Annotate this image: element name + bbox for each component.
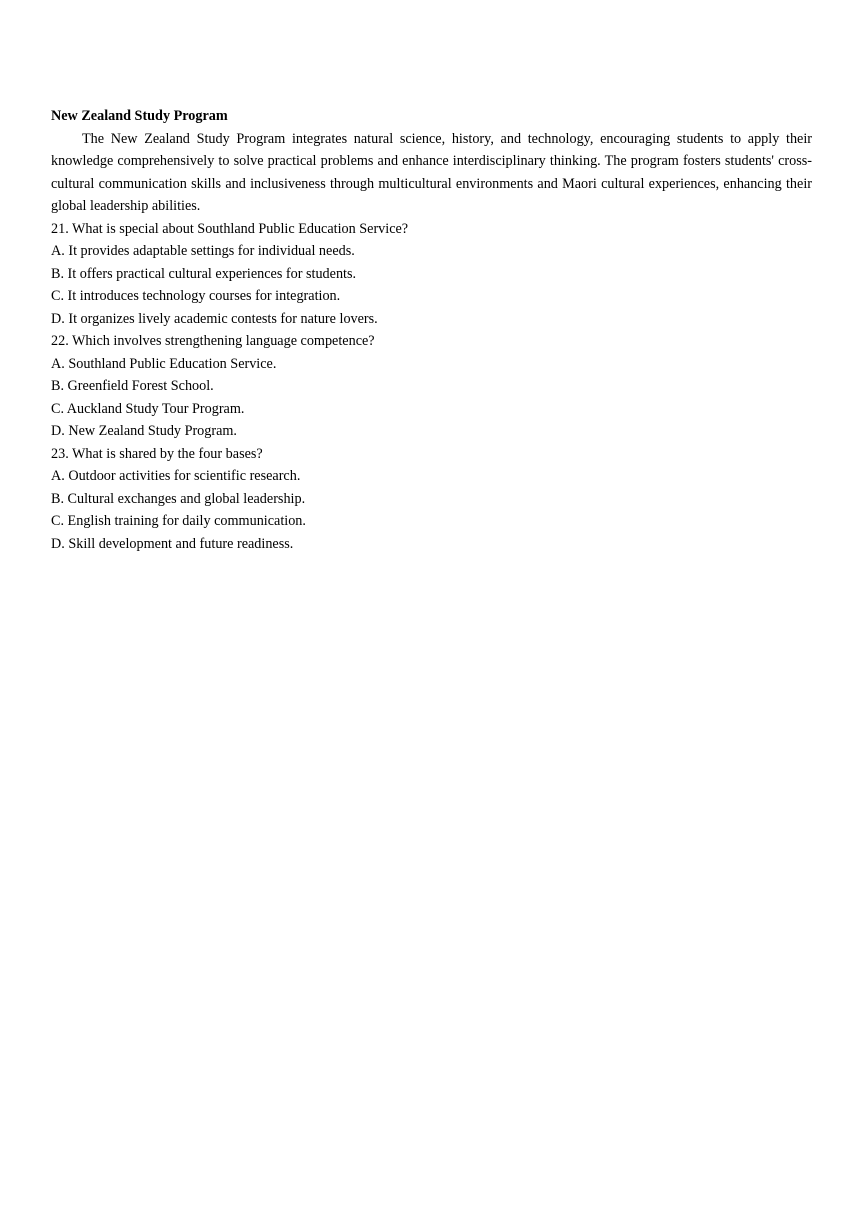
answer-option: B. Greenfield Forest School. <box>51 378 214 394</box>
answer-option: D. New Zealand Study Program. <box>51 423 237 439</box>
answer-option: B. Cultural exchanges and global leadership. <box>51 490 306 507</box>
answer-option: C. It introduces technology courses for integration. <box>51 288 341 304</box>
answer-option: A. Southland Public Education Service. <box>51 355 277 372</box>
answer-option: D. It organizes lively academic contests for nature lovers. <box>51 310 378 327</box>
question-stem: 22. Which involves strengthening language competence? <box>51 333 375 349</box>
answer-option: A. Outdoor activities for scientific research. <box>51 468 301 484</box>
question-stem: 23. What is shared by the four bases? <box>51 445 263 462</box>
question-23 <box>51 443 812 556</box>
question-22 <box>51 330 812 443</box>
section-heading: New Zealand Study Program <box>51 108 228 124</box>
intro-paragraph: The New Zealand Study Program integrates natural science, history, and technology, encouraging students to apply their knowledge comprehensively to solve practical problems and enhance interdisciplinary thinking. The program fosters students' cross-cultural communication skills and inclusiveness through multicultural environments and Maori cultural experiences, enhancing their global leadership abilities. <box>51 130 812 214</box>
answer-option: D. Skill development and future readiness. <box>51 535 294 552</box>
document-body <box>51 105 812 555</box>
question-21 <box>51 218 812 331</box>
answer-option: C. Auckland Study Tour Program. <box>51 400 245 417</box>
answer-option: C. English training for daily communication. <box>51 513 306 529</box>
answer-option: B. It offers practical cultural experiences for students. <box>51 265 357 282</box>
question-stem: 21. What is special about Southland Public Education Service? <box>51 220 409 237</box>
answer-option: A. It provides adaptable settings for individual needs. <box>51 243 355 259</box>
